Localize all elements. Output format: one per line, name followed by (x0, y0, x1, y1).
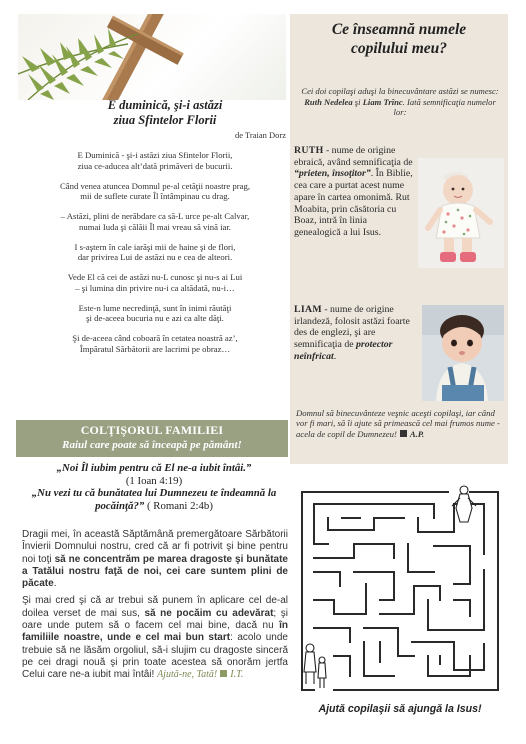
maze-caption: Ajută copilaşii să ajungă la Isus! (318, 703, 482, 715)
text-run: . (333, 350, 337, 362)
family-corner-banner (16, 420, 288, 457)
devotional-closing: Ajută-ne, Tată! (157, 669, 218, 681)
palm-cross-image (18, 14, 286, 100)
square-bullet-icon (400, 430, 407, 437)
poem-line: Împăratul Sărbătorii are lacrimi pe obraz… (79, 344, 231, 355)
poem-title-line2: ziua Sfintelor Florii (113, 113, 217, 127)
text-run: . Iată semnificaţia numelor lor: (393, 96, 496, 117)
text-run: şi (352, 96, 363, 107)
poem-stanza (30, 303, 280, 324)
girl-photo (418, 158, 504, 268)
text-run: . (53, 578, 57, 590)
text-emphasis: să ne pocăim cu adevărat (144, 607, 274, 619)
bible-verses (22, 462, 286, 512)
text-run: - nume de origine ebraică, având semnificaţia de (294, 145, 413, 168)
poem-title (50, 98, 280, 128)
poem-line: dar privirea Lui de astăzi nu e cea de alteori. (77, 252, 233, 263)
poem-line: mii de suflete curate Îl întâmpinau cu drag. (80, 191, 230, 202)
poem-line: – Astăzi, plini de nerăbdare ca să-L urce pe-alt Calvar, (60, 211, 250, 222)
liam-meaning (294, 304, 420, 363)
text-run: Şi mai cred şi că ar trebui să punem în aplicare cel de-al doilea verset de mai sus, (22, 595, 288, 619)
poem-stanza (30, 211, 280, 232)
blessing-signature: A.P. (409, 428, 425, 439)
child-name-liam: Liam Trînc (362, 96, 403, 107)
poem-body (30, 150, 280, 364)
poem-line: şi de-aceea bucuria nu e azi ca alte dăţi. (86, 313, 224, 324)
ruth-label: RUTH (294, 145, 324, 156)
liam-label: LIAM (294, 304, 322, 315)
text-run: ; şi oare unde putem să o facem cel mai bine, dacă nu (22, 607, 288, 632)
ruth-meaning (294, 145, 416, 239)
text-emphasis: să ne concentrăm pe marea dragoste şi bunătate a Tatălui nostru faţă de noi, cei care suntem plini de păcate (22, 553, 288, 590)
blessing-text (296, 408, 506, 439)
names-title-line1: Ce înseamnă numele (331, 21, 467, 38)
poem-stanza (30, 333, 280, 354)
family-corner-title: COLŢIŞORUL FAMILIEI (80, 423, 224, 437)
devotional-text (22, 529, 288, 687)
text-run: Dragii mei, în această Săptămână premergătoare Sărbătorii Învierii Domnului nostru, cred că ar fi potrivit şi bine pentru noi toţi (22, 529, 288, 565)
names-title (290, 20, 508, 58)
poem-line: E Duminică - şi-i astăzi ziua Sfintelor Florii, (77, 150, 233, 160)
poem-line: ziua ce-aducea alt’dată primăveri de bucurii. (77, 160, 233, 171)
poem-line: numai Iuda şi călăii Îl mai vreau să vină iar. (79, 221, 231, 232)
ruth-meaning-emphasis: “prieten, însoţitor” (294, 168, 371, 180)
poem-line: Şi de-aceea când coboară în cetatea noastră az’, (72, 333, 238, 344)
names-intro (298, 86, 502, 118)
poem-stanza (30, 181, 280, 202)
devotional-initials: I.T. (230, 669, 244, 681)
text-run: . În Biblie, cea care a purtat acest nume apare în cartea omonimă. Rut Moabita, prin căsătoria cu Boaz, intră în linia genealogică a lui Isus. (294, 168, 413, 238)
verse-2 (22, 487, 286, 512)
verse-1-reference: (1 Ioan 4:19) (125, 474, 183, 487)
verse-1-quote: „Noi Îl iubim pentru că El ne-a iubit întâi.” (56, 462, 252, 474)
text-run: : acolo unde trebuie să ne lăsăm orgoliul, să-i slujim cu dragoste sinceră pe cei dragi nouă şi prin toate acestea să onorăm jertfa Celui care ne-a iubit mai întâi! (22, 632, 288, 681)
text-run: Cei doi copilaşi aduşi la binecuvântare astăzi se numesc: (301, 86, 499, 96)
square-bullet-icon (220, 670, 227, 677)
poem-line: Vede El că cei de astăzi nu-L cunosc şi nu-s ai Lui (67, 272, 243, 283)
poem-stanza (30, 272, 280, 293)
poem-stanza (30, 242, 280, 263)
baby-photo (422, 305, 504, 401)
verse-2-quote: „Nu vezi tu că bunătatea lui Dumnezeu te îndeamnă la pocăinţă?” (31, 487, 277, 512)
poem-title-line1: E duminică, şi-i astăzi (107, 98, 223, 112)
poem-line: Este-n lume necredinţă, sunt în inimi răutăţi (78, 302, 232, 313)
liam-meaning-emphasis: protector neînfricat (294, 339, 393, 362)
devotional-paragraph-2 (22, 595, 288, 681)
child-name-ruth: Ruth Nedelea (304, 96, 353, 107)
devotional-paragraph-1 (22, 529, 288, 590)
poem-stanza (30, 150, 280, 171)
poem-line: I s-aştern în cale iarăşi mii de haine şi de flori, (74, 241, 236, 252)
poem-line: Când venea atuncea Domnul pe-al cetăţii noastre prag, (59, 180, 251, 191)
text-run: - nume de origine irlandeză, folosit astăzi foarte des de englezi, şi are semnificaţia de (294, 304, 410, 351)
poem-line: – şi lumina din privire nu-i ca altădată, nu-i… (75, 282, 235, 293)
poem-author: de Traian Dorz (235, 130, 286, 140)
maze-image (294, 484, 506, 698)
verse-1 (22, 462, 286, 487)
text-emphasis: în familiile noastre, unde e cel mai bun start (22, 620, 288, 644)
names-title-line2: copilului meu? (350, 40, 448, 57)
verse-2-reference: ( Romani 2:4b) (146, 499, 213, 512)
text-run: Domnul să binecuvânteze veşnic aceşti copilaşi, iar când vor fi mari, să îi ajute să primească cel mai frumos nume - acela de copil de Dumnezeu! (296, 408, 500, 439)
children-figure-icon (304, 644, 326, 688)
family-corner-subtitle: Raiul care poate să înceapă pe pământ! (62, 439, 242, 451)
